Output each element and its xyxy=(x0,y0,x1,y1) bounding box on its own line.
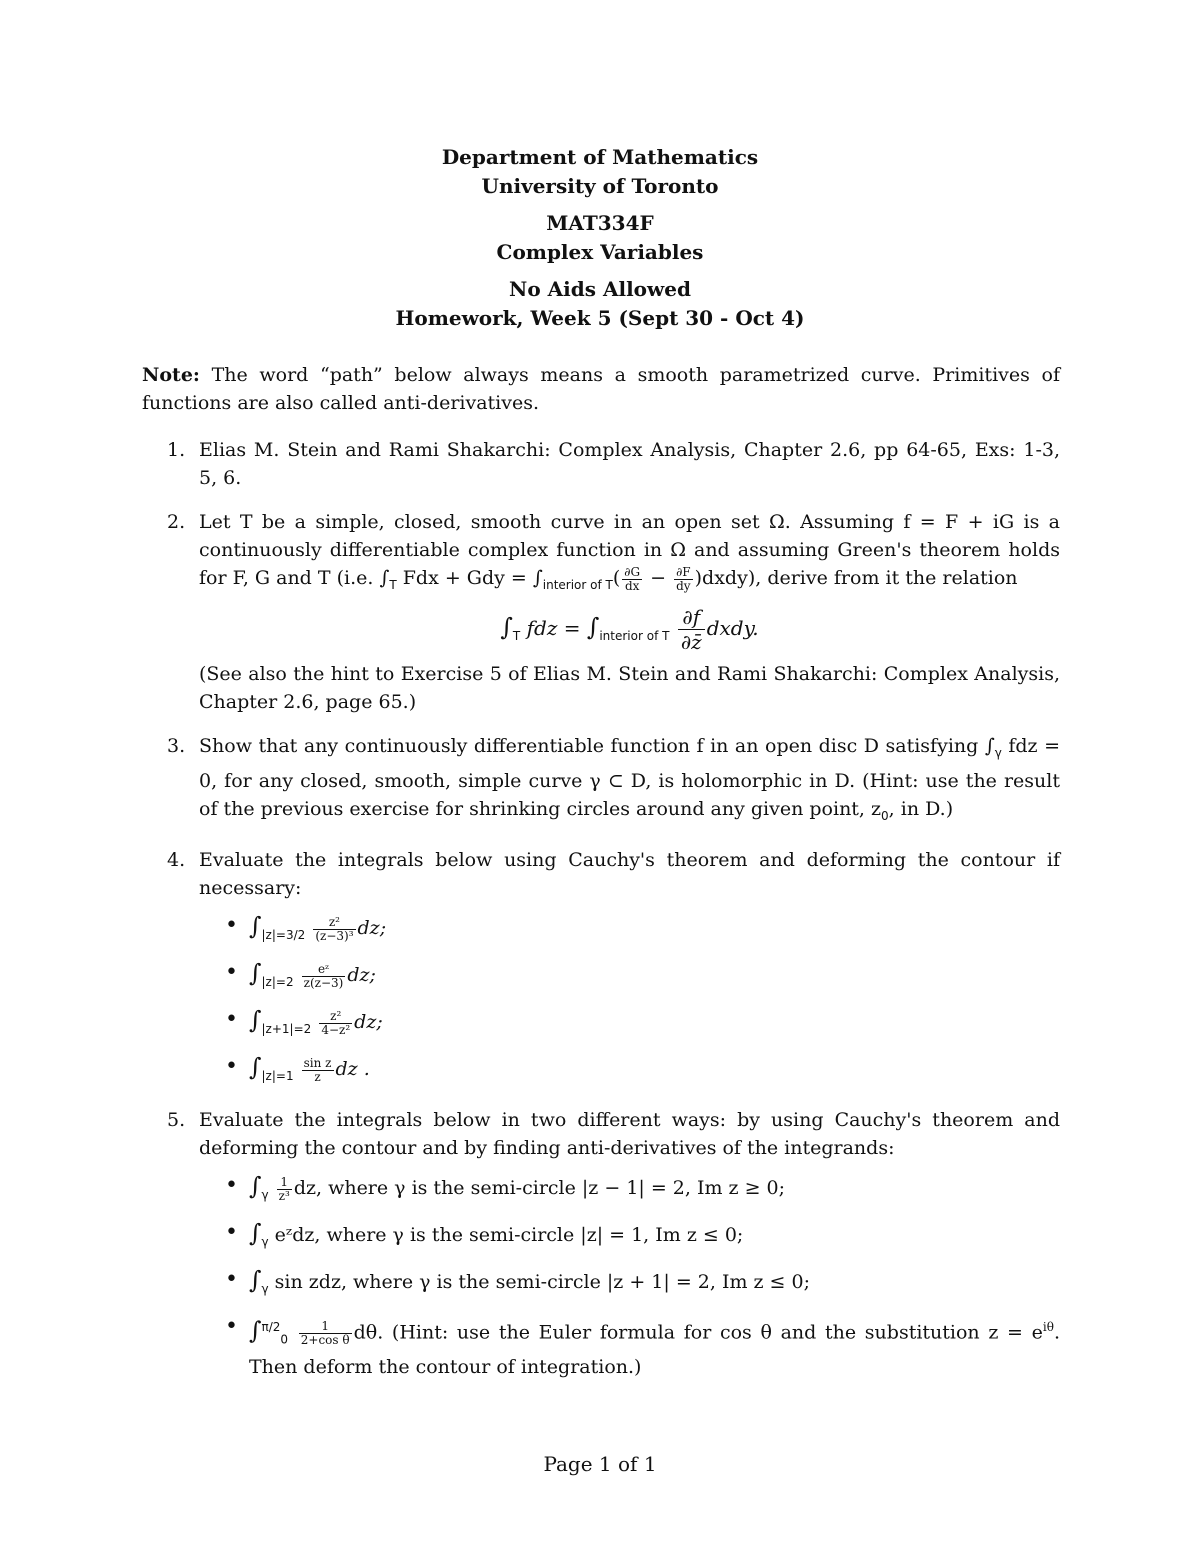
fraction: $\frac{\partial G}{dx}$ xyxy=(624,564,641,593)
course-code: MAT334F xyxy=(546,211,654,235)
aids-line: No Aids Allowed xyxy=(509,277,691,301)
problem-hint: (See also the hint to Exercise 5 of Elias M. Stein and Rami Shakarchi: Complex Analysis, Chapter 2.6, page 65.) xyxy=(199,663,1060,713)
course-name: Complex Variables xyxy=(496,240,704,264)
note-paragraph xyxy=(142,361,1060,417)
page-footer: Page 1 of 1 xyxy=(543,1452,657,1476)
problem-1 xyxy=(142,436,1060,492)
problem-intro: Evaluate the integrals below in two different ways: by using Cauchy's theorem and deforming the contour and by finding anti-derivatives of the integrands: xyxy=(199,1109,1060,1159)
problem-number: 4. xyxy=(167,849,186,871)
list-item: • $\int_{|z+1|=2}$ $\frac{\text{z²}}{\text{4−z²}}$ dz; xyxy=(199,1006,1060,1043)
document-header xyxy=(0,143,1200,333)
list-item: • ∫$^{\pi/2}_0$ $\frac{1}{\text{2+cos θ}}$ dθ. (Hint: use the Euler formula for cos θ and the substitution $z = e^{i\theta}$. Then deform the contour of integration.) xyxy=(199,1313,1060,1381)
problem-2 xyxy=(142,508,1060,716)
integral-list xyxy=(199,912,1060,1090)
problem-text: Let T be a simple, closed, smooth curve in an open set Ω. Assuming f = F + iG is a continuously differentiable complex function in Ω and assuming Green's theorem holds for F, G and T (i.e. $\int_T$ Fdx + Gdy = $\int_{interior of T}$( $\frac{\partial G}{dx}$ − $\frac{\partial F}{dy}$ )dxdy), derive from it the relation xyxy=(199,511,1060,593)
note-text: The word “path” below always means a smooth parametrized curve. Primitives of functions are also called anti-derivatives. xyxy=(142,364,1060,414)
display-equation: $\int_T$ fdz = $\int_{interior of T}$ $\frac{\partial f}{\partial z̄}$ dxdy. xyxy=(500,605,759,654)
university-line: University of Toronto xyxy=(481,174,719,198)
problem-list xyxy=(142,436,1060,1391)
list-item: • $\int_{|z|=2}$ $\frac{\text{eᶻ}}{z(z-3)}$ dz; xyxy=(199,959,1060,996)
problem-text: Show that any continuously differentiable function f in an open disc D satisfying $\int_\gamma$ fdz = 0, for any closed, smooth, simple curve γ ⊂ D, is holomorphic in D. (Hint: use the result of the previous exercise for shrinking circles around any given point, $z_0$, in D.) xyxy=(199,735,1060,823)
department-line: Department of Mathematics xyxy=(441,145,759,169)
list-item: • $\int_\gamma$ $\frac{1}{\text{z³}}$ dz, where γ is the semi-circle |z − 1| = 2, Im z ≥ 0; xyxy=(199,1172,1060,1209)
problem-number: 1. xyxy=(167,439,186,461)
list-item: • $\int_{|z|=1}$ $\frac{\text{sin z}}{z}$ dz . xyxy=(199,1053,1060,1090)
problem-intro: Evaluate the integrals below using Cauchy's theorem and deforming the contour if necessary: xyxy=(199,849,1060,899)
assignment-title: Homework, Week 5 (Sept 30 - Oct 4) xyxy=(395,306,805,330)
problem-text: Elias M. Stein and Rami Shakarchi: Complex Analysis, Chapter 2.6, pp 64-65, Exs: 1-3, 5, 6. xyxy=(199,439,1060,489)
fraction: $\frac{\partial F}{dy}$ xyxy=(676,564,691,593)
fraction: $\frac{\partial f}{\partial z̄}$ xyxy=(678,605,705,654)
list-item: • $\int_{|z|=3/2}$ $\frac{\text{z²}}{\text{(z−3)³}}$ dz; xyxy=(199,912,1060,949)
problem-number: 5. xyxy=(167,1109,186,1131)
problem-number: 2. xyxy=(167,511,186,533)
note-label: Note: xyxy=(142,364,200,386)
problem-5 xyxy=(142,1106,1060,1381)
list-item: • $\int_\gamma$ sin zdz, where γ is the semi-circle |z + 1| = 2, Im z ≤ 0; xyxy=(199,1266,1060,1303)
integral-list xyxy=(199,1172,1060,1381)
problem-3 xyxy=(142,732,1060,830)
list-item: • $\int_\gamma$ eᶻdz, where γ is the semi-circle |z| = 1, Im z ≤ 0; xyxy=(199,1219,1060,1256)
problem-number: 3. xyxy=(167,735,186,757)
problem-4 xyxy=(142,846,1060,1090)
